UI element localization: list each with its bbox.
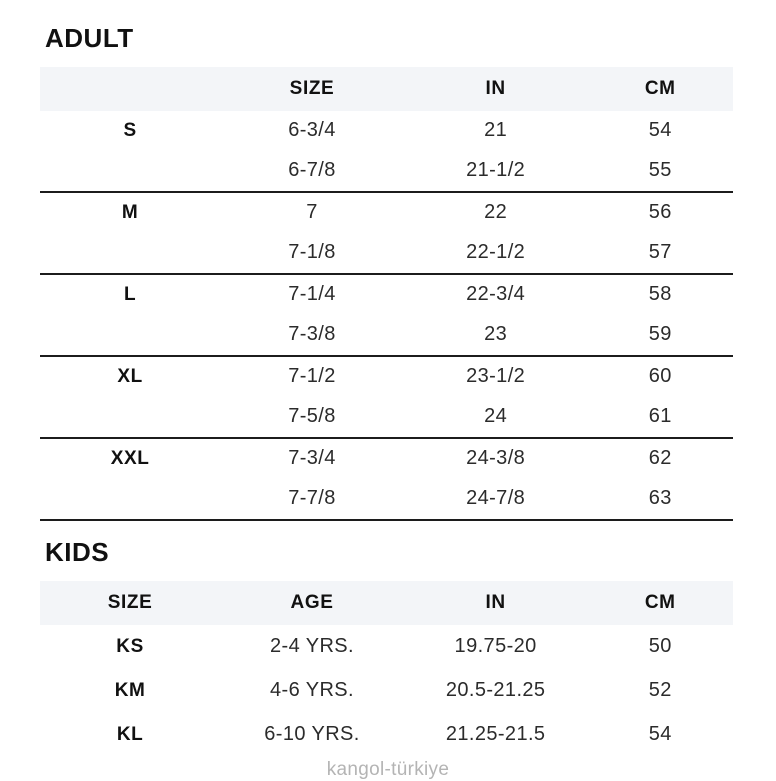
cm-value-cell: 54: [648, 723, 672, 746]
size-value-cell: 7-3/4: [288, 447, 336, 470]
cm-value-cell: 62: [648, 447, 672, 470]
kids-size-table: [40, 581, 733, 757]
table-row: [40, 315, 733, 356]
age-value-cell: 2-4 YRS.: [270, 635, 354, 658]
table-row: [40, 233, 733, 274]
cm-value-cell: 58: [648, 283, 672, 306]
table-row: [40, 356, 733, 397]
size-value-cell: 7: [306, 201, 318, 224]
adult-size-table: [40, 67, 733, 521]
cm-value-cell: 61: [587, 397, 733, 438]
size-label-cell: [40, 479, 220, 520]
cm-value-cell: 52: [648, 679, 672, 702]
size-label-cell: [40, 233, 220, 274]
size-label-cell: L: [123, 283, 137, 305]
in-value-cell: 24-3/8: [466, 447, 526, 470]
adult-header-row: [40, 67, 733, 111]
size-label-cell: KL: [116, 723, 144, 745]
size-label-cell: S: [123, 119, 137, 141]
size-value-cell: 7-1/4: [288, 283, 336, 306]
watermark: kangol-türkiye: [326, 758, 450, 780]
size-value-cell: 7-7/8: [220, 479, 404, 520]
size-label-cell: M: [121, 201, 139, 223]
size-label-cell: KS: [116, 635, 144, 657]
in-value-cell: 24: [404, 397, 588, 438]
column-header-age: AGE: [220, 581, 404, 625]
table-row: [40, 713, 733, 757]
in-value-cell: 22: [484, 201, 508, 224]
cm-value-cell: 63: [587, 479, 733, 520]
kids-section-title: KIDS: [45, 536, 110, 567]
size-value-cell: 6-7/8: [220, 151, 404, 192]
table-row: [40, 397, 733, 438]
cm-value-cell: 57: [587, 233, 733, 274]
size-value-cell: 7-3/8: [220, 315, 404, 356]
in-value-cell: 22-3/4: [466, 283, 526, 306]
column-header-size: SIZE: [220, 67, 404, 111]
in-value-cell: 24-7/8: [404, 479, 588, 520]
column-header-in: IN: [404, 67, 588, 111]
table-row: [40, 625, 733, 669]
in-value-cell: 21: [484, 119, 508, 142]
size-value-cell: 6-3/4: [288, 119, 336, 142]
column-header-size: SIZE: [40, 581, 220, 625]
table-row: [40, 479, 733, 520]
table-row: [40, 111, 733, 151]
column-header-cm: CM: [587, 67, 733, 111]
cm-value-cell: 59: [587, 315, 733, 356]
table-row: [40, 274, 733, 315]
table-row: [40, 669, 733, 713]
cm-value-cell: 55: [587, 151, 733, 192]
in-value-cell: 22-1/2: [404, 233, 588, 274]
column-header-in: IN: [404, 581, 588, 625]
size-value-cell: 7-1/8: [220, 233, 404, 274]
column-header-blank: [40, 67, 220, 111]
size-label-cell: XL: [117, 365, 143, 387]
in-value-cell: 23-1/2: [466, 365, 526, 388]
size-label-cell: [40, 397, 220, 438]
size-label-cell: XXL: [110, 447, 150, 469]
in-value-cell: 21.25-21.5: [445, 723, 546, 746]
cm-value-cell: 54: [648, 119, 672, 142]
size-label-cell: [40, 151, 220, 192]
table-row: [40, 192, 733, 233]
age-value-cell: 4-6 YRS.: [270, 679, 354, 702]
column-header-cm: CM: [587, 581, 733, 625]
age-value-cell: 6-10 YRS.: [264, 723, 360, 746]
in-value-cell: 21-1/2: [404, 151, 588, 192]
table-row: [40, 438, 733, 479]
table-row: [40, 151, 733, 192]
cm-value-cell: 60: [648, 365, 672, 388]
size-label-cell: [40, 315, 220, 356]
size-label-cell: KM: [114, 679, 146, 701]
cm-value-cell: 56: [648, 201, 672, 224]
in-value-cell: 23: [404, 315, 588, 356]
cm-value-cell: 50: [648, 635, 672, 658]
size-value-cell: 7-5/8: [220, 397, 404, 438]
kids-header-row: [40, 581, 733, 625]
size-value-cell: 7-1/2: [288, 365, 336, 388]
in-value-cell: 19.75-20: [454, 635, 537, 658]
in-value-cell: 20.5-21.25: [445, 679, 546, 702]
adult-section-title: ADULT: [45, 23, 134, 53]
